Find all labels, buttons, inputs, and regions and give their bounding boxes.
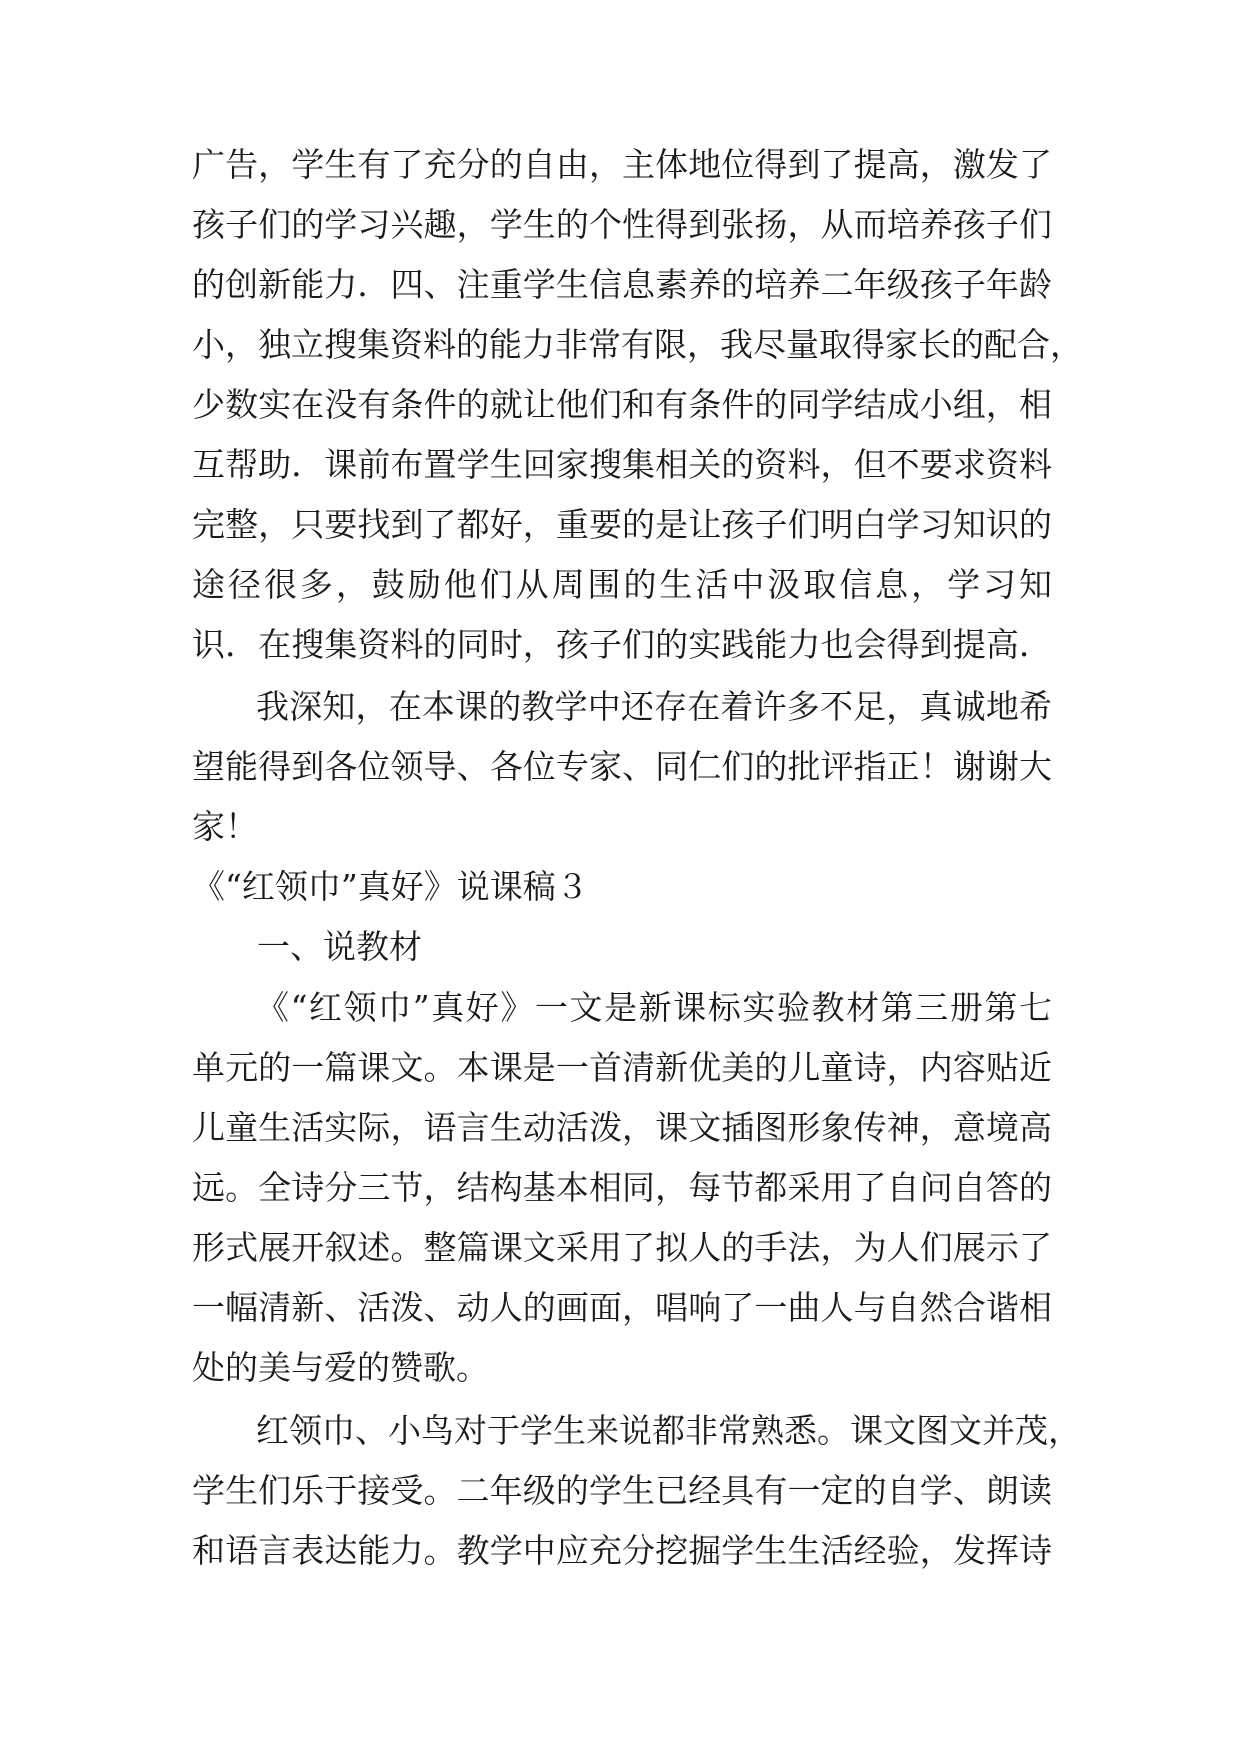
paragraph-line: 处的美与爱的赞歌。 (192, 1348, 489, 1387)
paragraph-line: 我深知，在本课的教学中还存在着许多不足，真诚地希 (256, 687, 1052, 726)
paragraph-line: 红领巾、小鸟对于学生来说都非常熟悉。课文图文并茂， (256, 1411, 1081, 1450)
section-heading: 一、说教材 (257, 927, 422, 966)
paragraph-line: 途径很多，鼓励他们从周围的生活中汲取信息，学习知 (192, 565, 1052, 604)
paragraph-line: 的创新能力．四、注重学生信息素养的培养二年级孩子年龄 (192, 265, 1052, 304)
paragraph-line: 一幅清新、活泼、动人的画面，唱响了一曲人与自然合谐相 (192, 1288, 1052, 1327)
paragraph-line: 形式展开叙述。整篇课文采用了拟人的手法，为人们展示了 (192, 1228, 1052, 1267)
paragraph-line: 孩子们的学习兴趣，学生的个性得到张扬，从而培养孩子们 (192, 205, 1052, 244)
section-title: 《“红领巾”真好》说课稿３ (192, 867, 589, 906)
paragraph-line: 和语言表达能力。教学中应充分挖掘学生生活经验，发挥诗 (192, 1531, 1052, 1570)
paragraph-line: 广告，学生有了充分的自由，主体地位得到了提高，激发了 (192, 145, 1052, 184)
paragraph-line: 远。全诗分三节，结构基本相同，每节都采用了自问自答的 (192, 1168, 1052, 1207)
paragraph-line: 望能得到各位领导、各位专家、同仁们的批评指正！谢谢大 (192, 747, 1052, 786)
paragraph-line: 儿童生活实际，语言生动活泼，课文插图形象传神，意境高 (192, 1108, 1052, 1147)
paragraph-line: 家！ (192, 807, 258, 846)
paragraph-line: 学生们乐于接受。二年级的学生已经具有一定的自学、朗读 (192, 1471, 1052, 1510)
paragraph-line: 完整，只要找到了都好，重要的是让孩子们明白学习知识的 (192, 505, 1052, 544)
paragraph-line: 互帮助．课前布置学生回家搜集相关的资料，但不要求资料 (192, 445, 1052, 484)
paragraph-line: 识．在搜集资料的同时，孩子们的实践能力也会得到提高． (192, 625, 1052, 664)
paragraph-line: 小，独立搜集资料的能力非常有限，我尽量取得家长的配合， (192, 325, 1083, 364)
paragraph-line: 单元的一篇课文。本课是一首清新优美的儿童诗，内容贴近 (192, 1048, 1052, 1087)
paragraph-line: 《“红领巾”真好》一文是新课标实验教材第三册第七 (256, 988, 1052, 1027)
paragraph-line: 少数实在没有条件的就让他们和有条件的同学结成小组，相 (192, 385, 1052, 424)
